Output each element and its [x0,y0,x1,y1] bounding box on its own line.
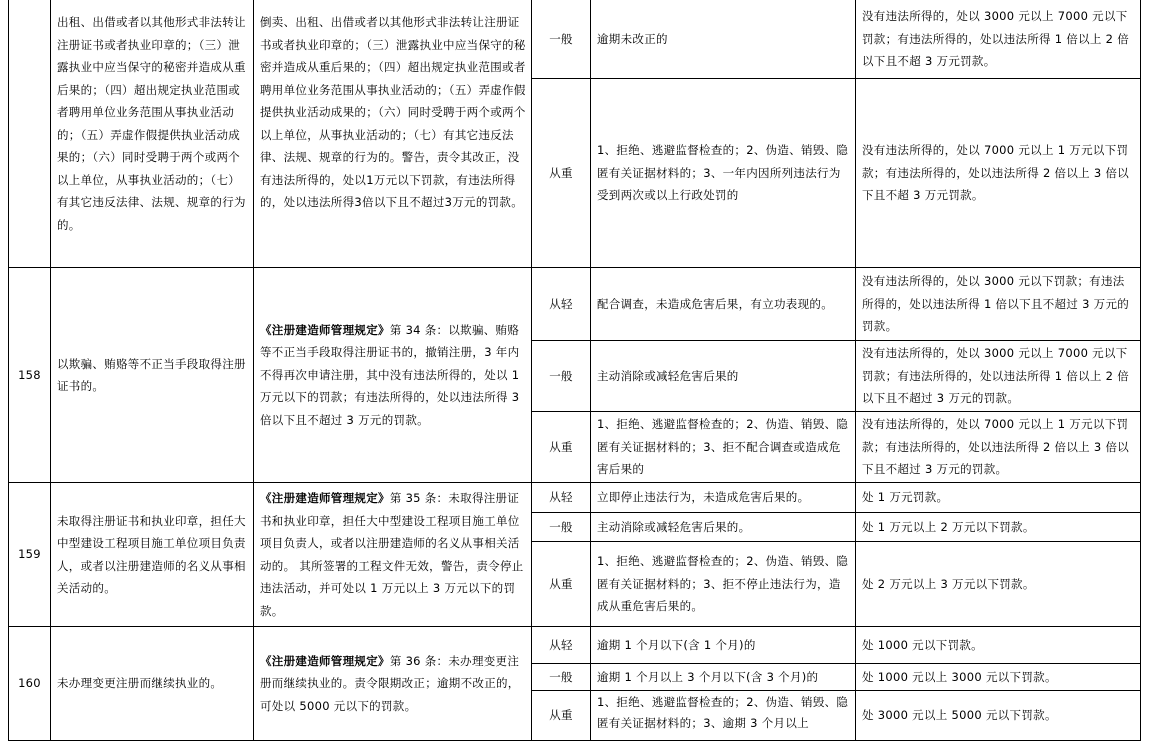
penalty-standard: 没有违法所得的，处以 3000 元以上 7000 元以下罚款；有违法所得的，处以违法所得 1 倍以上 2 倍以下且不超 3 万元罚款。 [862,9,1130,69]
item-number: 158 [18,367,41,382]
circumstance: 立即停止违法行为，未造成危害后果的。 [597,490,810,505]
penalty-standard: 没有违法所得的，处以 7000 元以上 1 万元以下罚款；有违法所得的，处以违法所得 2 倍以上 3 倍以下且不超 3 万元罚款。 [862,143,1130,203]
penalty-standard: 处 2 万元以上 3 万元以下罚款。 [862,576,1035,591]
penalty-grade: 从轻 [549,637,573,652]
penalty-grade: 一般 [549,519,573,534]
circumstance: 1、拒绝、逃避监督检查的；2、伪造、销毁、隐匿有关证据材料的；3、逾期 3 个月以上 [597,695,849,730]
penalty-grade: 一般 [549,368,573,383]
penalty-standard: 没有违法所得的，处以 3000 元以下罚款；有违法所得的，处以违法所得 1 倍以下且不超过 3 万元的罚款。 [862,274,1130,334]
violation-behavior: 未办理变更注册而继续执业的。 [57,676,223,691]
penalty-standard: 处 1000 元以上 3000 元以下罚款。 [862,669,1057,684]
circumstance: 主动消除或减轻危害后果的。 [597,519,751,534]
legal-basis: 倒卖、出租、出借或者以其他形式非法转让注册证书或者执业印章的；（三）泄露执业中应当保守的秘密并造成从重后果的；（四）超出规定执业范围或者聘用单位业务范围从事执业活动的；（五）弄虚作假提供执业活动成果的；（六）同时受聘于两个或两个以上单位，从事执业活动的；（七）有其它违反法律、法规、规章的行为的。警告，责令其改正，没有违法所得的，处以1万元以下罚款，有违法所得的，处以违法所得3倍以下且不超过3万元的罚款。 [260,15,526,209]
circumstance: 逾期 1 个月以上 3 个月以下(含 3 个月)的 [597,669,819,684]
circumstance: 主动消除或减轻危害后果的 [597,368,739,383]
penalty-grade: 从轻 [549,490,573,505]
item-number: 160 [18,676,41,691]
item-number: 159 [18,547,41,562]
penalty-grade: 从重 [549,439,573,454]
violation-behavior: 以欺骗、贿赂等不正当手段取得注册证书的。 [57,356,246,393]
penalty-standard: 处 1 万元罚款。 [862,490,949,505]
item-number [9,0,50,267]
circumstance: 逾期 1 个月以下(含 1 个月)的 [597,637,756,652]
penalty-standard: 没有违法所得的，处以 3000 元以上 7000 元以下罚款；有违法所得的，处以违法所得 1 倍以上 2 倍以下且不超过 3 万元的罚款。 [862,346,1130,406]
penalty-grade: 从重 [549,576,573,591]
penalty-grade: 一般 [549,31,573,46]
penalty-grade: 一般 [549,669,573,684]
violation-behavior: 未取得注册证书和执业印章，担任大中型建设工程项目施工单位项目负责人，或者以注册建造师的名义从事相关活动的。 [57,513,246,595]
penalty-standard: 没有违法所得的，处以 7000 元以上 1 万元以下罚款；有违法所得的，处以违法所得 2 倍以上 3 倍以下且不超过 3 万元的罚款。 [862,417,1130,477]
circumstance: 1、拒绝、逃避监督检查的；2、伪造、销毁、隐匿有关证据材料的；3、一年内因所列违法行为受到两次或以上行政处罚的 [597,143,849,203]
circumstance: 配合调查，未造成危害后果，有立功表现的。 [597,296,833,311]
violation-behavior: 出租、出借或者以其他形式非法转让注册证书或者执业印章的；（三）泄露执业中应当保守的秘密并造成从重后果的；（四）超出规定执业范围或者聘用单位业务范围从事执业活动的；（五）弄虚作假提供执业活动成果的；（六）同时受聘于两个或两个以上单位，从事执业活动的；（七）有其它违反法律、法规、规章的行为的。 [57,15,246,232]
circumstance: 1、拒绝、逃避监督检查的；2、伪造、销毁、隐匿有关证据材料的；3、拒不停止违法行为，造成从重危害后果的。 [597,554,849,614]
penalty-standard: 处 3000 元以上 5000 元以下罚款。 [862,708,1057,723]
penalty-grade: 从重 [549,165,573,180]
penalty-standard: 处 1 万元以上 2 万元以下罚款。 [862,519,1035,534]
legal-basis: 《注册建造师管理规定》第 35 条：未取得注册证书和执业印章，担任大中型建设工程项目施工单位项目负责人，或者以注册建造师的名义从事相关活动的。 其所签署的工程文件无效，警告，责令停止违法活动，并可处以 1 万元以上 3 万元以下的罚款。 [260,491,524,618]
grid-line [1140,0,1141,741]
legal-basis: 《注册建造师管理规定》第 36 条：未办理变更注册而继续执业的。责令限期改正；逾期不改正的，可处以 5000 元以下的罚款。 [260,653,520,713]
circumstance: 逾期未改正的 [597,31,668,46]
circumstance: 1、拒绝、逃避监督检查的；2、伪造、销毁、隐匿有关证据材料的；3、拒不配合调查或造成危害后果的 [597,417,849,477]
penalty-standard: 处 1000 元以下罚款。 [862,637,983,652]
legal-basis: 《注册建造师管理规定》第 34 条：以欺骗、贿赂等不正当手段取得注册证书的，撤销注册，3 年内不得再次申请注册，其中没有违法所得的，处以 1 万元以下的罚款；有违法所得的，处以违法所得 3 倍以下且不超过 3 万元的罚款。 [260,322,520,427]
penalty-grade: 从轻 [549,296,573,311]
penalty-grade: 从重 [549,708,573,723]
